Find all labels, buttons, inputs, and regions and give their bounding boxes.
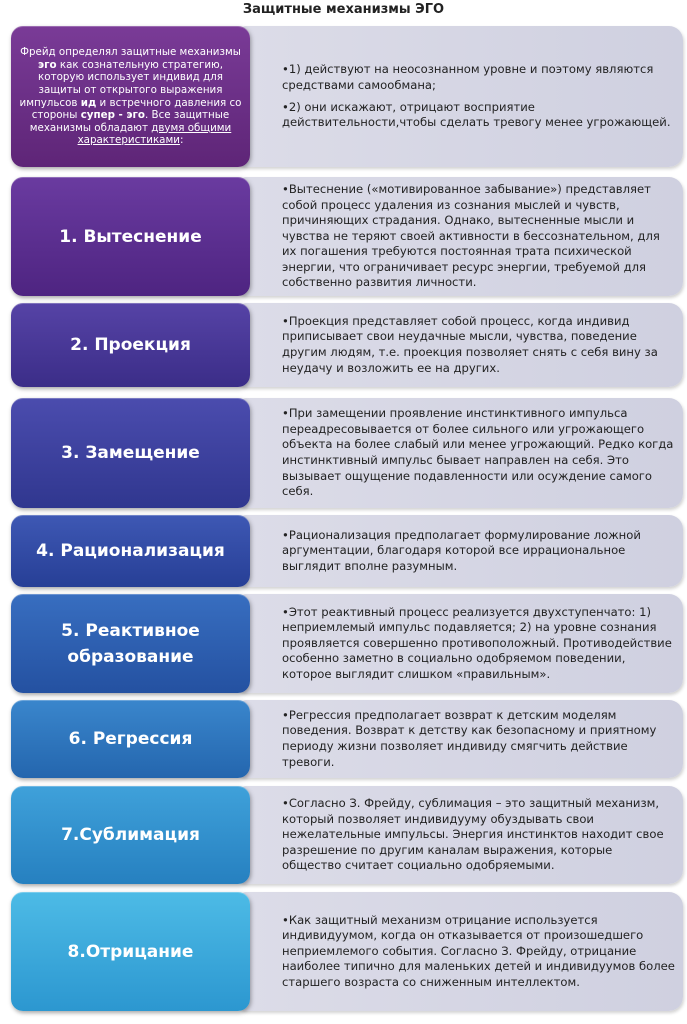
mechanism-row-4: [0, 515, 687, 587]
mechanism-label-6: 6. Регрессия: [11, 700, 250, 778]
intro-definition-text: Фрейд определял защитные механизмы эго как сознательную стратегию, которую использует индивид для защиты от открытого выражения импульсов ид и встречного давления со стороны супер - эго. Все защитные механизмы обладают двумя общими характеристиками:: [19, 46, 242, 147]
intro-point-2: •2) они искажают, отрицают восприятие действительности,чтобы сделать тревогу менее угрожающей.: [282, 99, 671, 130]
mechanism-description-6: •Регрессия предполагает возврат к детским моделям поведения. Возврат к детству как безопасному и приятному периоду жизни позволяет индивиду смягчить действие тревоги.: [240, 700, 683, 778]
mechanism-row-2: [0, 303, 687, 387]
mechanism-label-3: 3. Замещение: [11, 398, 250, 508]
mechanism-description-5: •Этот реактивный процесс реализуется двухступенчато: 1) неприемлемый импульс подавляется; 2) на уровне сознания проявляется совершенно противоположный. Противодействие особенно заметно в социально одобряемом поведении, которое выглядит слишком «правильным».: [240, 594, 683, 693]
mechanism-description-1: •Вытеснение («мотивированное забывание») представляет собой процесс удаления из сознания мыслей и чувств, причиняющих страдания. Однако, вытесненные мысли и чувства не теряют своей активности в бессознательном, для их погашения требуются постоянная трата психической энергии, что ограничивает ресурс энергии, требуемой для собственно развития личности.: [240, 177, 683, 296]
mechanism-label-2: 2. Проекция: [11, 303, 250, 387]
mechanism-row-3: [0, 398, 687, 508]
mechanism-label-8: 8.Отрицание: [11, 892, 250, 1011]
mechanism-description-7: •Согласно З. Фрейду, сублимация – это защитный механизм, который позволяет индивидууму обуздывать свои нежелательные импульсы. Энергия инстинктов находит свое разрешение по другим каналам выражения, которые общество считает социально одобряемыми.: [240, 786, 683, 884]
page-title: Защитные механизмы ЭГО: [242, 2, 445, 17]
mechanism-description-3: •При замещении проявление инстинктивного импульса переадресовывается от более сильного или угрожающего объекта на более слабый или менее угрожающий. Редко когда инстинктивный импульс бывает направлен на себя. Это вызывает ощущение подавленности или осуждение самого себя.: [240, 398, 683, 508]
mechanism-label-4: 4. Рационализация: [11, 515, 250, 587]
mechanism-row-7: [0, 786, 687, 884]
mechanism-row-5: [0, 594, 687, 693]
mechanism-label-7: 7.Сублимация: [11, 786, 250, 884]
mechanism-label-1: 1. Вытеснение: [11, 177, 250, 296]
mechanism-row-8: [0, 892, 687, 1011]
mechanism-label-5: 5. Реактивное образование: [11, 594, 250, 693]
mechanism-description-4: •Рационализация предполагает формулирование ложной аргументации, благодаря которой все иррациональное выглядит вполне разумным.: [240, 515, 683, 587]
intro-row: [0, 26, 687, 167]
mechanism-description-8: •Как защитный механизм отрицание используется индивидуумом, когда он отказывается от произошедшего неприемлемого события. Согласно З. Фрейду, отрицание наиболее типично для маленьких детей и индивидуумов более старшего возраста со сниженным интеллектом.: [240, 892, 683, 1011]
mechanism-row-1: [0, 177, 687, 296]
intro-definition: [11, 26, 250, 167]
mechanism-row-6: [0, 700, 687, 778]
mechanism-description-2: •Проекция представляет собой процесс, когда индивид приписывает свои неудачные мысли, чувства, поведение другим людям, т.е. проекция позволяет снять с себя вину за неудачу и возложить ее на других.: [240, 303, 683, 387]
intro-points: [240, 26, 683, 167]
intro-point-1: •1) действуют на неосознанном уровне и поэтому являются средствами самообмана;: [282, 62, 654, 92]
